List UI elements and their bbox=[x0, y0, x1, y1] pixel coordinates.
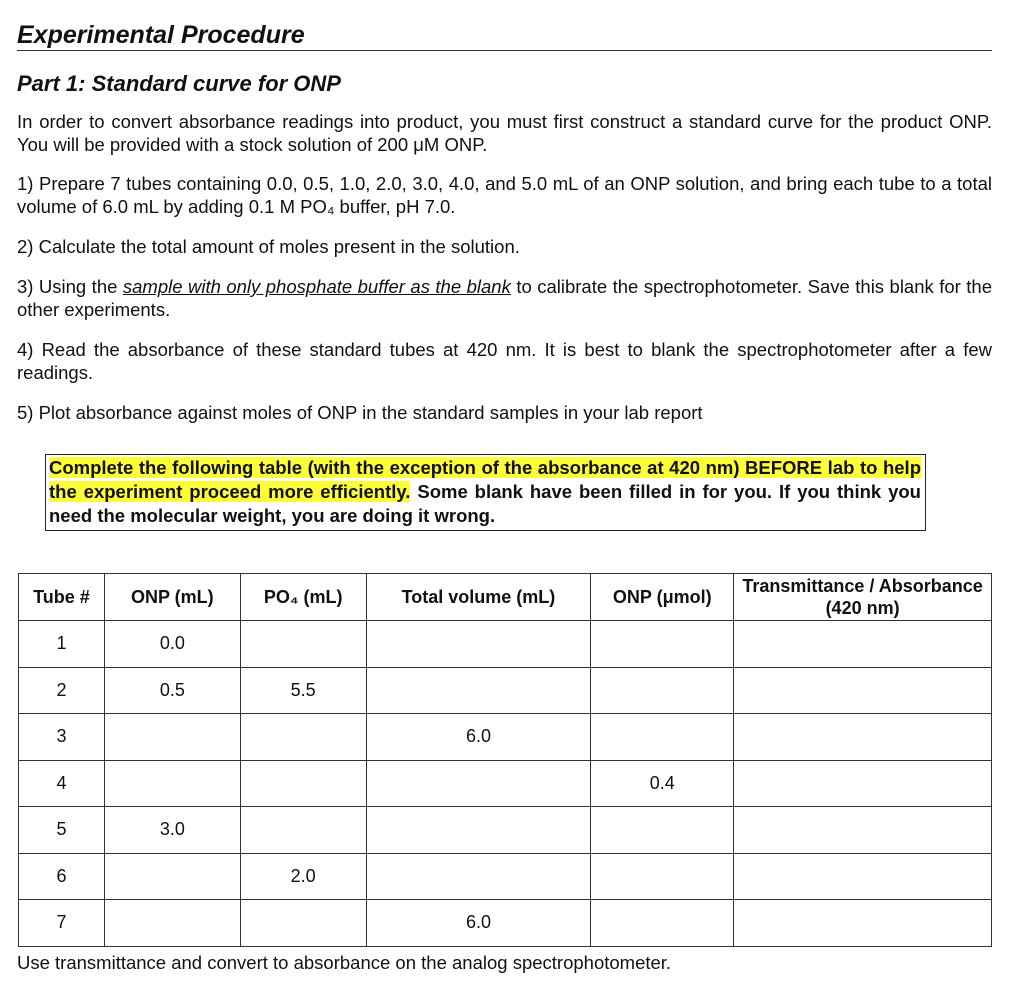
cell-po4-ml bbox=[240, 900, 366, 947]
table-row bbox=[19, 853, 992, 900]
header-onp-ml: ONP (mL) bbox=[104, 574, 240, 621]
onp-standard-table bbox=[18, 573, 992, 947]
cell-tube: 4 bbox=[19, 760, 105, 807]
cell-po4-ml: 5.5 bbox=[240, 667, 366, 714]
cell-onp-umol bbox=[591, 667, 734, 714]
part-title: Part 1: Standard curve for ONP bbox=[17, 71, 341, 96]
cell-po4-ml bbox=[240, 621, 366, 668]
cell-total-volume: 6.0 bbox=[366, 900, 591, 947]
cell-onp-umol bbox=[591, 900, 734, 947]
cell-po4-ml: 2.0 bbox=[240, 853, 366, 900]
cell-absorbance bbox=[734, 807, 992, 854]
cell-po4-ml bbox=[240, 714, 366, 761]
step-3-prefix: 3) Using the bbox=[17, 276, 123, 297]
intro-paragraph: In order to convert absorbance readings into product, you must first construct a standard curve for the product ONP. You will be provided with a stock solution of 200 μM ONP. bbox=[17, 111, 992, 155]
header-transmittance-absorbance: Transmittance / Absorbance (420 nm) bbox=[734, 574, 992, 621]
cell-onp-ml bbox=[104, 853, 240, 900]
cell-tube: 6 bbox=[19, 853, 105, 900]
table-row bbox=[19, 900, 992, 947]
cell-total-volume bbox=[366, 667, 591, 714]
header-total-volume: Total volume (mL) bbox=[366, 574, 591, 621]
highlighted-instruction: Complete the following table (with the exception of the absorbance at 420 nm) BEFORE lab to help the experiment proceed more efficiently. bbox=[49, 457, 921, 502]
header-tube-number: Tube # bbox=[19, 574, 105, 621]
cell-absorbance bbox=[734, 621, 992, 668]
table-header-row bbox=[19, 574, 992, 621]
header-onp-umol: ONP (μmol) bbox=[591, 574, 734, 621]
table-row bbox=[19, 667, 992, 714]
cell-tube: 3 bbox=[19, 714, 105, 761]
cell-total-volume bbox=[366, 760, 591, 807]
cell-tube: 2 bbox=[19, 667, 105, 714]
cell-onp-umol bbox=[591, 853, 734, 900]
cell-tube: 5 bbox=[19, 807, 105, 854]
section-heading: Experimental Procedure bbox=[17, 20, 992, 51]
step-3 bbox=[17, 275, 992, 321]
cell-tube: 1 bbox=[19, 621, 105, 668]
cell-po4-ml bbox=[240, 760, 366, 807]
cell-absorbance bbox=[734, 667, 992, 714]
step-3-suffix: to calibrate the spectrophotometer. Save this blank for the other experiments. bbox=[17, 276, 992, 320]
table-row bbox=[19, 760, 992, 807]
instruction-note-box bbox=[45, 454, 926, 531]
cell-absorbance bbox=[734, 900, 992, 947]
blank-sample-emphasis: sample with only phosphate buffer as the blank bbox=[122, 276, 511, 297]
step-1: 1) Prepare 7 tubes containing 0.0, 0.5, 1.0, 2.0, 3.0, 4.0, and 5.0 mL of an ONP solution, and bring each tube to a total volume of 6.0 mL by adding 0.1 M PO₄ buffer, pH 7.0. bbox=[17, 173, 992, 217]
step-2: 2) Calculate the total amount of moles present in the solution. bbox=[17, 236, 520, 257]
cell-onp-ml: 0.0 bbox=[104, 621, 240, 668]
cell-onp-umol bbox=[591, 621, 734, 668]
cell-onp-ml bbox=[104, 714, 240, 761]
cell-absorbance bbox=[734, 714, 992, 761]
cell-total-volume bbox=[366, 621, 591, 668]
header-po4-ml: PO₄ (mL) bbox=[240, 574, 366, 621]
table-row bbox=[19, 807, 992, 854]
cell-onp-ml: 0.5 bbox=[104, 667, 240, 714]
cell-total-volume bbox=[366, 807, 591, 854]
cell-onp-umol: 0.4 bbox=[591, 760, 734, 807]
cell-absorbance bbox=[734, 760, 992, 807]
table-row bbox=[19, 621, 992, 668]
cell-onp-ml bbox=[104, 900, 240, 947]
cell-onp-umol bbox=[591, 714, 734, 761]
cell-absorbance bbox=[734, 853, 992, 900]
footer-note: Use transmittance and convert to absorbance on the analog spectrophotometer. bbox=[17, 952, 672, 973]
cell-po4-ml bbox=[240, 807, 366, 854]
cell-total-volume bbox=[366, 853, 591, 900]
cell-tube: 7 bbox=[19, 900, 105, 947]
note-remainder: Some blank have been filled in for you. If you think you need the molecular weight, you are doing it wrong. bbox=[49, 481, 921, 526]
cell-onp-ml bbox=[104, 760, 240, 807]
cell-onp-ml: 3.0 bbox=[104, 807, 240, 854]
table-row bbox=[19, 714, 992, 761]
cell-onp-umol bbox=[591, 807, 734, 854]
step-4: 4) Read the absorbance of these standard tubes at 420 nm. It is best to blank the spectrophotometer after a few readings. bbox=[17, 339, 992, 383]
cell-total-volume: 6.0 bbox=[366, 714, 591, 761]
step-5: 5) Plot absorbance against moles of ONP in the standard samples in your lab report bbox=[17, 402, 703, 423]
